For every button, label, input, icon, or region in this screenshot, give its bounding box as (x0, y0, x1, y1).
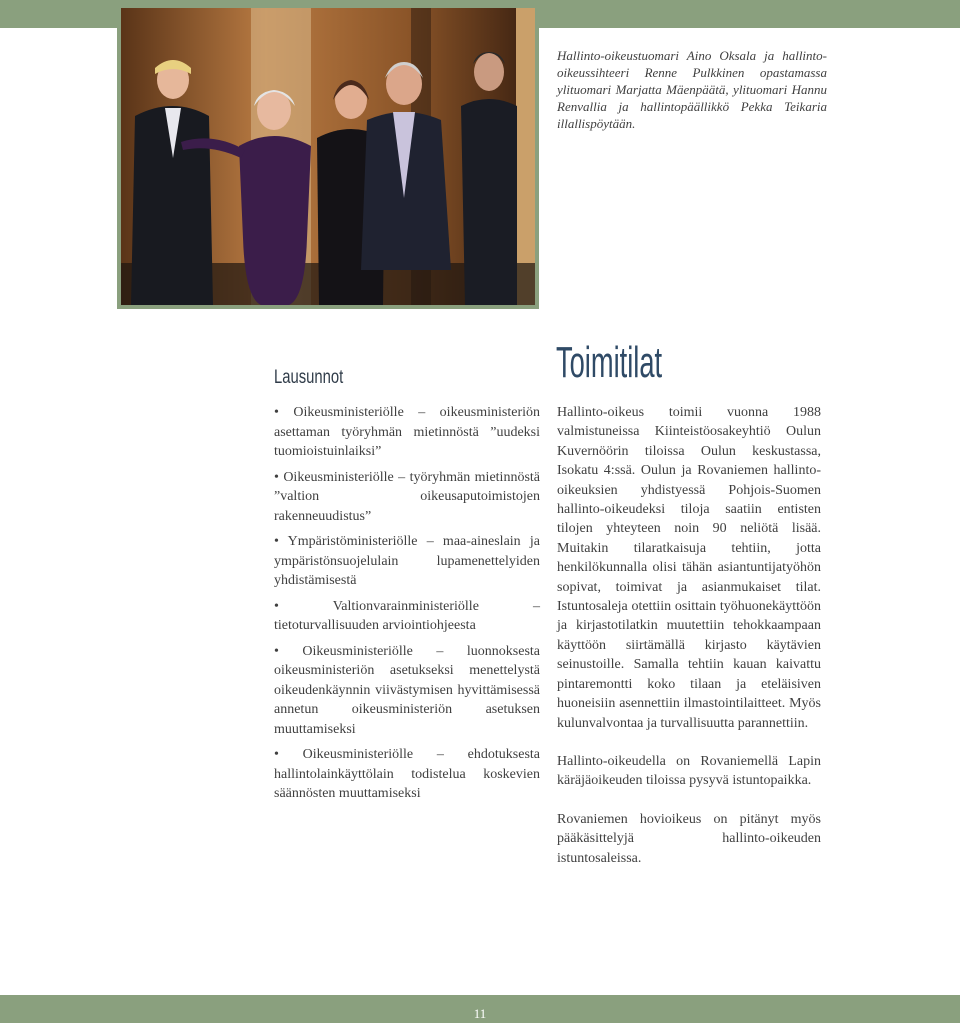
statement-item: • Valtionvarainministeriölle – tietoturvallisuuden arviointiohjeesta (274, 598, 540, 633)
statement-item: • Oikeusministeriölle – työryhmän mietinnöstä ”valtion oikeusaputoimistojen rakenneuudistus” (274, 469, 540, 524)
event-photo (117, 4, 539, 309)
statement-item: • Oikeusministeriölle – oikeusministeriön asettaman työryhmän mietinnöstä ”uudeksi tuomioistuinlaiksi” (274, 405, 540, 459)
page-number: 11 (473, 1006, 487, 1021)
statements-title: Lausunnot (274, 367, 344, 388)
premises-paragraph: Hallinto-oikeudella on Rovaniemellä Lapin käräjäoikeuden tiloissa pysyvä istuntopaikka. (557, 753, 821, 789)
photo-caption: Hallinto-oikeustuomari Aino Oksala ja hallinto-oikeussihteeri Renne Pulkkinen opastamassa ylituomari Marjatta Mäenpäätä, ylituomari Hannu Renvallia ja hallintopäällikkö Pekka Teikaria illallispöytään. (557, 48, 827, 131)
statement-item: • Oikeusministeriölle – luonnoksesta oikeusministeriön asetukseksi menettelystä oikeudenkäynnin viivästymisen hyvittämisessä annetun oikeusministeriön asetuksen muuttamiseksi (274, 643, 540, 737)
premises-paragraph: Hallinto-oikeus toimii vuonna 1988 valmistuneissa Kiinteistöosakeyhtiö Oulun Kuvernöörin tiloissa Oulun keskustassa, Isokatu 4:ssä. Oulun ja Rovaniemen hallinto-oikeuksien yhdistyessä Pohjois-Suomen hallinto-oikeudeksi tiloja saatiin entisten tilojen yhteyteen noin 90 neliötä lisää. Muitakin tilaratkaisuja tehtiin, jotta henkilökunnalla olisi tähän asiantuntijatyöhön sopivat, toimivat ja asianmukaiset tilat. Istuntosaleja otettiin osittain työhuonekäyttöön ja kirjastotilatkin muutettiin tehokkaampaan käyttöön siirtämällä kirjasto käytävien seinustoille. Samalla tehtiin kauan kaivattu pintaremontti koko tilaan ja eteläisiven huoneisiin asennettiin ilmastointilaitteet. Myös kulunvalvontaa ja turvallisuutta parannettiin. (557, 405, 821, 731)
statement-item: • Oikeusministeriölle – ehdotuksesta hallintolainkäyttölain todistelua koskevien säännösten muuttamiseksi (274, 747, 540, 801)
statements-list (274, 403, 540, 810)
event-photo-image (121, 8, 535, 305)
premises-title: Toimitilat (556, 338, 663, 387)
premises-body (557, 403, 821, 887)
statement-item: • Ympäristöministeriölle – maa-aineslain ja ympäristönsuojelulain lupamenettelyiden yhdistämisestä (274, 534, 540, 588)
premises-paragraph: Rovaniemen hovioikeus on pitänyt myös pääkäsittelyjä hallinto-oikeuden istuntosaleissa. (557, 811, 821, 866)
